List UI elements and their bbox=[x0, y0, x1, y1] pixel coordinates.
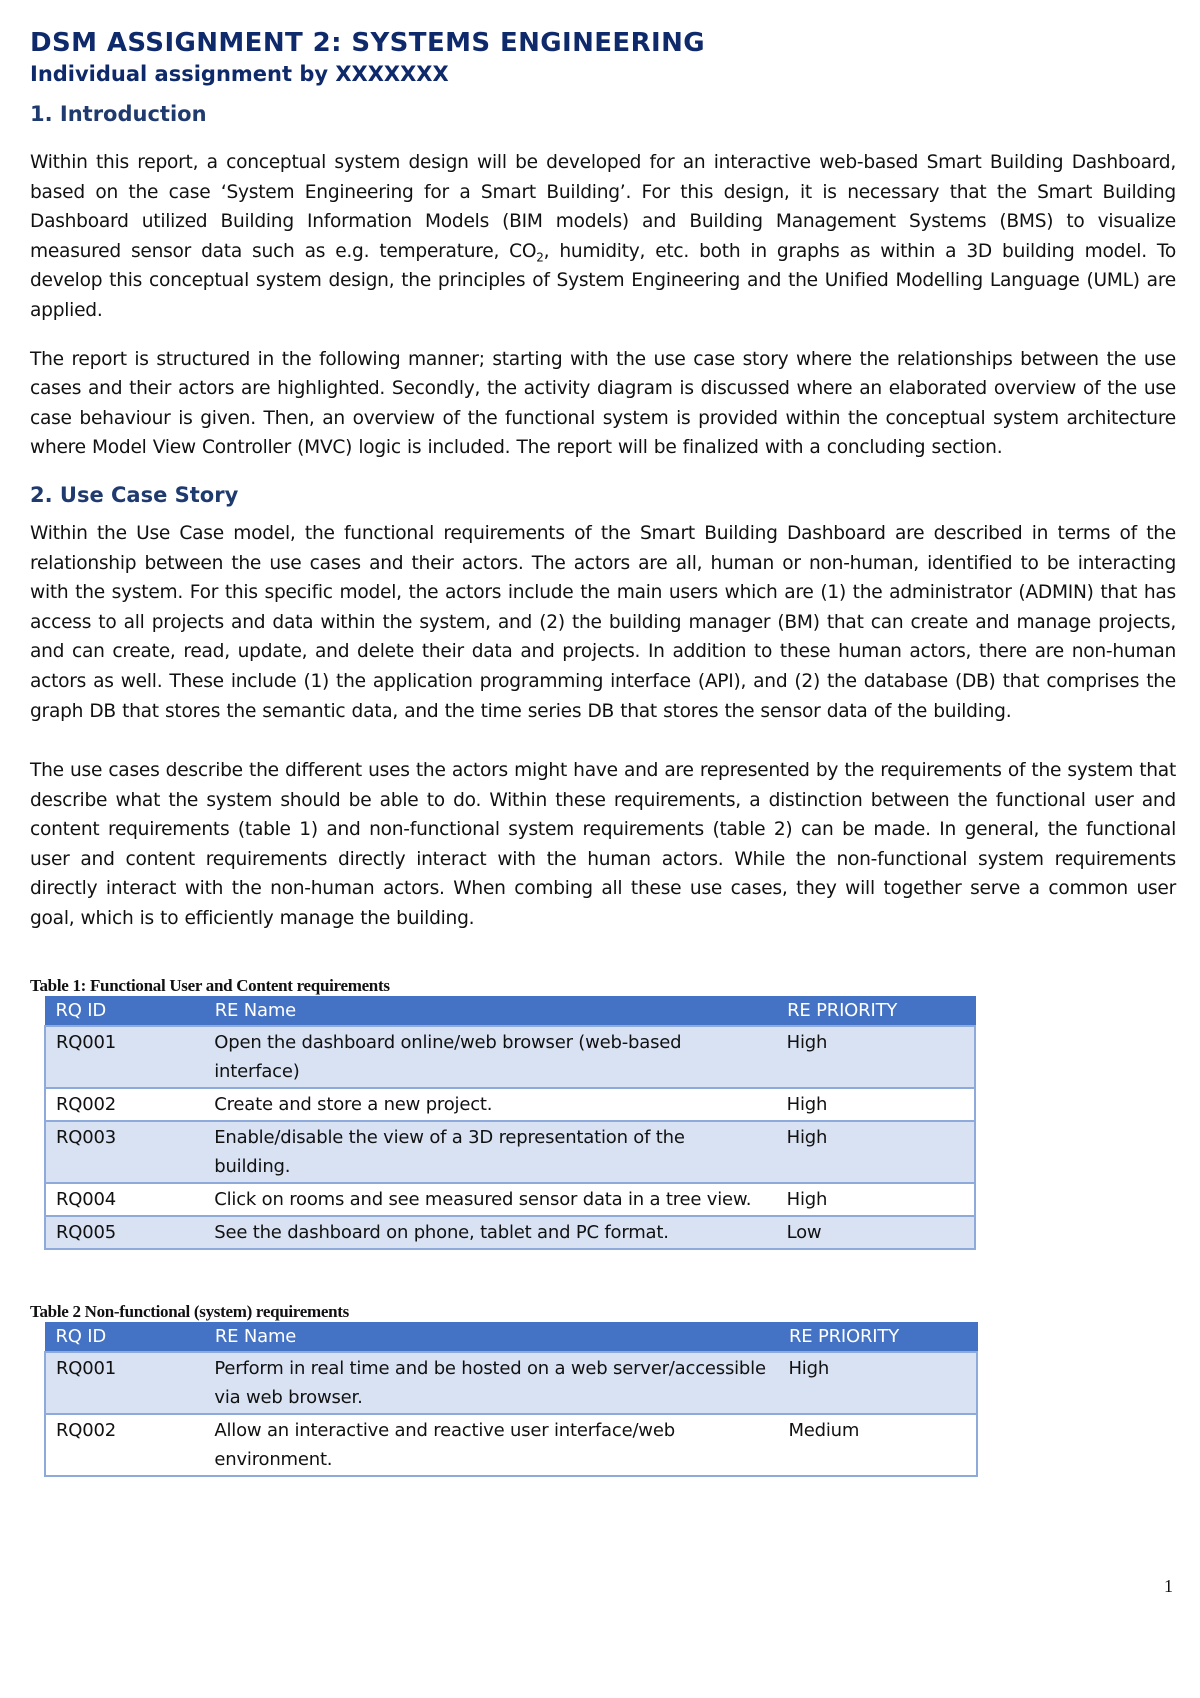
table-row bbox=[45, 1121, 975, 1183]
cell-re-priority: High bbox=[777, 1183, 975, 1216]
intro-paragraph-2: The report is structured in the following manner; starting with the use case story where the relationships between the use cases and their actors are highlighted. Secondly, the activity diagram is discussed where an elaborated overview of the use case behaviour is given. Then, an overview of the functional system is provided within the conceptual system architecture where Model View Controller (MVC) logic is included. The report will be finalized with a concluding section. bbox=[30, 348, 1176, 459]
co2-subscript: 2 bbox=[536, 250, 544, 265]
cell-re-priority: High bbox=[777, 1088, 975, 1121]
cell-rq-id: RQ005 bbox=[45, 1216, 204, 1249]
section-heading-use-case-story: 2. Use Case Story bbox=[30, 482, 239, 507]
table-row bbox=[45, 1026, 975, 1088]
cell-rq-id: RQ003 bbox=[45, 1121, 204, 1183]
table-row bbox=[45, 1352, 977, 1414]
cell-re-priority: Medium bbox=[778, 1414, 977, 1476]
table-header-row bbox=[45, 1322, 977, 1352]
table-1-caption: Table 1: Functional User and Content requirements bbox=[30, 975, 390, 995]
cell-rq-id: RQ001 bbox=[45, 1352, 204, 1414]
table-row bbox=[45, 1414, 977, 1476]
intro-paragraph-1 bbox=[30, 148, 1176, 326]
column-header-rq-id: RQ ID bbox=[45, 996, 204, 1026]
cell-re-name: Allow an interactive and reactive user interface/web environment. bbox=[204, 1414, 778, 1476]
column-header-rq-id: RQ ID bbox=[45, 1322, 204, 1352]
cell-re-name: Click on rooms and see measured sensor data in a tree view. bbox=[204, 1183, 776, 1216]
cell-rq-id: RQ002 bbox=[45, 1088, 204, 1121]
column-header-re-priority: RE PRIORITY bbox=[777, 996, 975, 1026]
cell-re-name: Perform in real time and be hosted on a web server/accessible via web browser. bbox=[204, 1352, 778, 1414]
cell-rq-id: RQ004 bbox=[45, 1183, 204, 1216]
column-header-re-name: RE Name bbox=[204, 1322, 778, 1352]
table-row bbox=[45, 1088, 975, 1121]
section-heading-introduction: 1. Introduction bbox=[30, 102, 207, 126]
functional-requirements-table bbox=[44, 996, 976, 1250]
cell-re-priority: High bbox=[777, 1026, 975, 1088]
cell-re-priority: High bbox=[778, 1352, 977, 1414]
non-functional-requirements-table bbox=[44, 1322, 978, 1477]
table-row bbox=[45, 1216, 975, 1249]
cell-rq-id: RQ002 bbox=[45, 1414, 204, 1476]
table-row bbox=[45, 1183, 975, 1216]
document-title: DSM ASSIGNMENT 2: SYSTEMS ENGINEERING bbox=[30, 28, 705, 58]
column-header-re-priority: RE PRIORITY bbox=[778, 1322, 977, 1352]
column-header-re-name: RE Name bbox=[204, 996, 776, 1026]
table-2-caption: Table 2 Non-functional (system) requirements bbox=[30, 1301, 349, 1321]
cell-re-name: Open the dashboard online/web browser (web-based interface) bbox=[204, 1026, 776, 1088]
use-case-paragraph-2: The use cases describe the different uses the actors might have and are represented by the requirements of the system that describe what the system should be able to do. Within these requirements, a distinction between the functional user and content requirements (table 1) and non-functional system requirements (table 2) can be made. In general, the functional user and content requirements directly interact with the human actors. While the non-functional system requirements directly interact with the non-human actors. When combing all these use cases, they will together serve a common user goal, which is to efficiently manage the building. bbox=[30, 760, 1176, 930]
document-subtitle: Individual assignment by XXXXXXX bbox=[30, 62, 449, 86]
cell-re-priority: Low bbox=[777, 1216, 975, 1249]
cell-rq-id: RQ001 bbox=[45, 1026, 204, 1088]
use-case-paragraph-1: Within the Use Case model, the functional requirements of the Smart Building Dashboard are described in terms of the relationship between the use cases and their actors. The actors are all, human or non-human, identified to be interacting with the system. For this specific model, the actors include the main users which are (1) the administrator (ADMIN) that has access to all projects and data within the system, and (2) the building manager (BM) that can create and manage projects, and can create, read, update, and delete their data and projects. In addition to these human actors, there are non-human actors as well. These include (1) the application programming interface (API), and (2) the database (DB) that comprises the graph DB that stores the semantic data, and the time series DB that stores the sensor data of the building. bbox=[30, 522, 1176, 722]
table-header-row bbox=[45, 996, 975, 1026]
document-page bbox=[30, 26, 1176, 1477]
intro-paragraph-1-text-a: Within this report, a conceptual system design will be developed for an interactive web-based Smart Building Dashboard, based on the case ‘System Engineering for a Smart Building’. For this design, it is necessary that the Smart Building Dashboard utilized Building Information Models (BIM models) and Building Management Systems (BMS) to visualize measured sensor data such as e.g. temperature, CO bbox=[30, 152, 1176, 262]
cell-re-name: See the dashboard on phone, tablet and PC format. bbox=[204, 1216, 776, 1249]
cell-re-priority: High bbox=[777, 1121, 975, 1183]
intro-paragraph-1-text-b: , humidity, etc. both in graphs as within a 3D building model. To develop this conceptual system design, the principles of System Engineering and the Unified Modelling Language (UML) are applied. bbox=[30, 240, 1177, 321]
cell-re-name: Create and store a new project. bbox=[204, 1088, 776, 1121]
page-number: 1 bbox=[1164, 1576, 1173, 1596]
cell-re-name: Enable/disable the view of a 3D representation of the building. bbox=[204, 1121, 776, 1183]
